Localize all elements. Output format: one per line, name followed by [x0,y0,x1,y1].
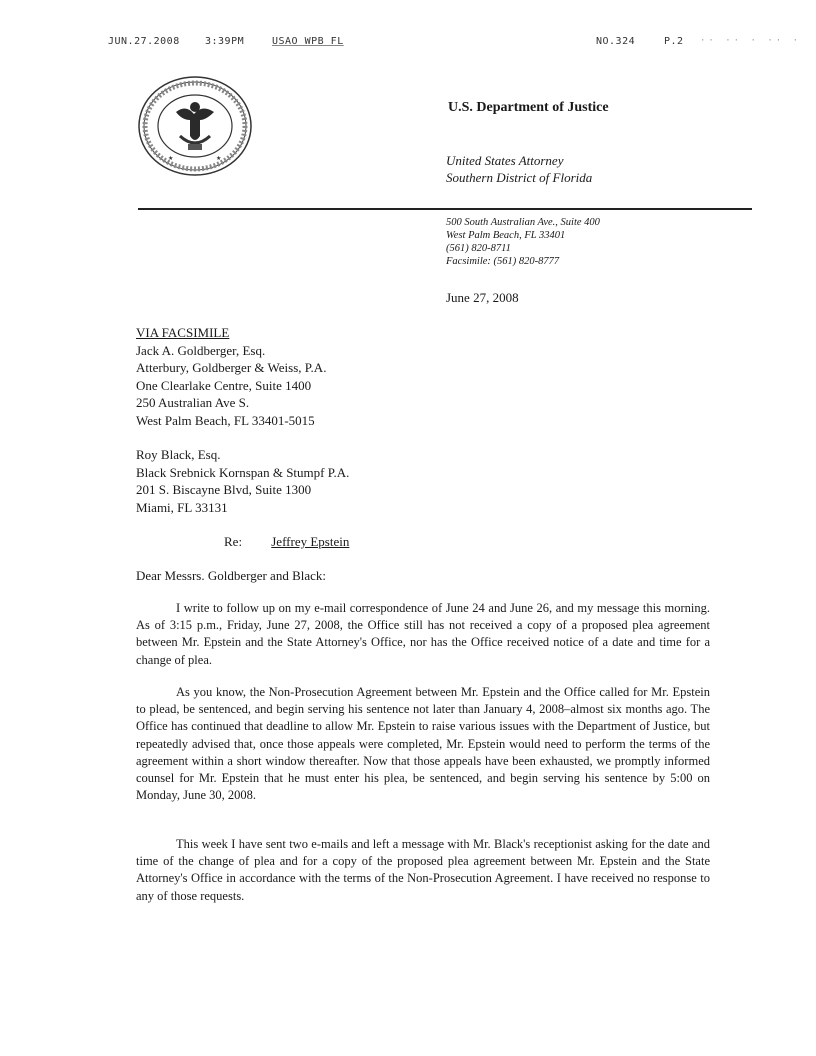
office-title: United States Attorney [446,153,564,168]
delivery-method: VIA FACSIMILE [136,325,230,340]
letterhead-divider [138,208,752,210]
fax-date: JUN.27.2008 [108,36,180,47]
recipient-line: Roy Black, Esq. [136,447,221,462]
recipient-line: Black Srebnick Kornspan & Stumpf P.A. [136,464,350,480]
recipient-line: Jack A. Goldberger, Esq. [136,342,266,358]
recipient-line: 250 Australian Ave S. [136,395,250,410]
svg-text:★: ★ [216,155,222,162]
address-line: Facsimile: (561) 820-8777 [446,256,560,267]
recipient-line: West Palm Beach, FL 33401-5015 [136,412,315,428]
recipient-goldberger [136,324,326,429]
recipient-line: Miami, FL 33131 [136,499,228,515]
office-block [446,152,592,186]
body-paragraph-3: This week I have sent two e-mails and left a message with Mr. Black's receptionist asking for the date and time of the change of plea and for a copy of the proposed plea agreement between Mr. Epstein and the State Attorney's Office in accordance with the terms of the Non-Prosecution Agreement. I have received no response to any of those requests. [136,837,710,903]
body-paragraph-1: I write to follow up on my e-mail correspondence of June 24 and June 26, and my message this morning. As of 3:15 p.m., Friday, June 27, 2008, the Office still has not received a copy of a proposed plea agreement between Mr. Epstein and the State Attorney's Office, nor has the Office received notice of a date and time for a change of plea. [136,601,710,667]
subject-line [224,534,349,550]
office-district: Southern District of Florida [446,170,593,185]
recipient-line: Atterbury, Goldberger & Weiss, P.A. [136,360,327,375]
fax-time: 3:39PM [205,36,245,47]
recipient-black [136,446,349,516]
subject-label: Re: [224,534,243,549]
letter-date: June 27, 2008 [446,290,519,305]
address-line: (561) 820-8711 [446,243,511,254]
recipient-line: One Clearlake Centre, Suite 1400 [136,377,312,393]
recipient-line: 201 S. Biscayne Blvd, Suite 1300 [136,482,312,497]
agency-name: U.S. Department of Justice [448,100,609,115]
address-line: 500 South Australian Ave., Suite 400 [446,217,600,228]
body-paragraph-2: As you know, the Non-Prosecution Agreement between Mr. Epstein and the Office called for Mr. Epstein to plead, be sentenced, and begin serving his sentence not later than January 4, 2008–almost six months ago. The Office has continued that deadline to allow Mr. Epstein to raise various issues with the Department of Justice, but repeatedly advised that, once those appeals were completed, Mr. Epstein would need to perform the terms of the agreement within a short window thereafter. Now that those appeals have been exhausted, we promptly informed counsel for Mr. Epstein that he must enter his plea, be sentenced, and begin serving his sentence by 5:00 on Monday, June 30, 2008. [136,685,710,803]
address-line: West Palm Beach, FL 33401 [446,230,566,241]
svg-text:★: ★ [168,155,174,162]
fax-sender: USAO WPB FL [272,36,344,47]
fax-noise-marks: ·· ·· · ·· · [700,36,802,46]
fax-header [0,36,816,56]
salutation: Dear Messrs. Goldberger and Black: [136,568,327,583]
subject-name: Jeffrey Epstein [271,534,350,549]
office-address [446,216,600,268]
fax-number: NO.324 [596,36,636,47]
fax-page: P.2 [664,36,684,47]
doj-seal-icon [136,74,254,178]
